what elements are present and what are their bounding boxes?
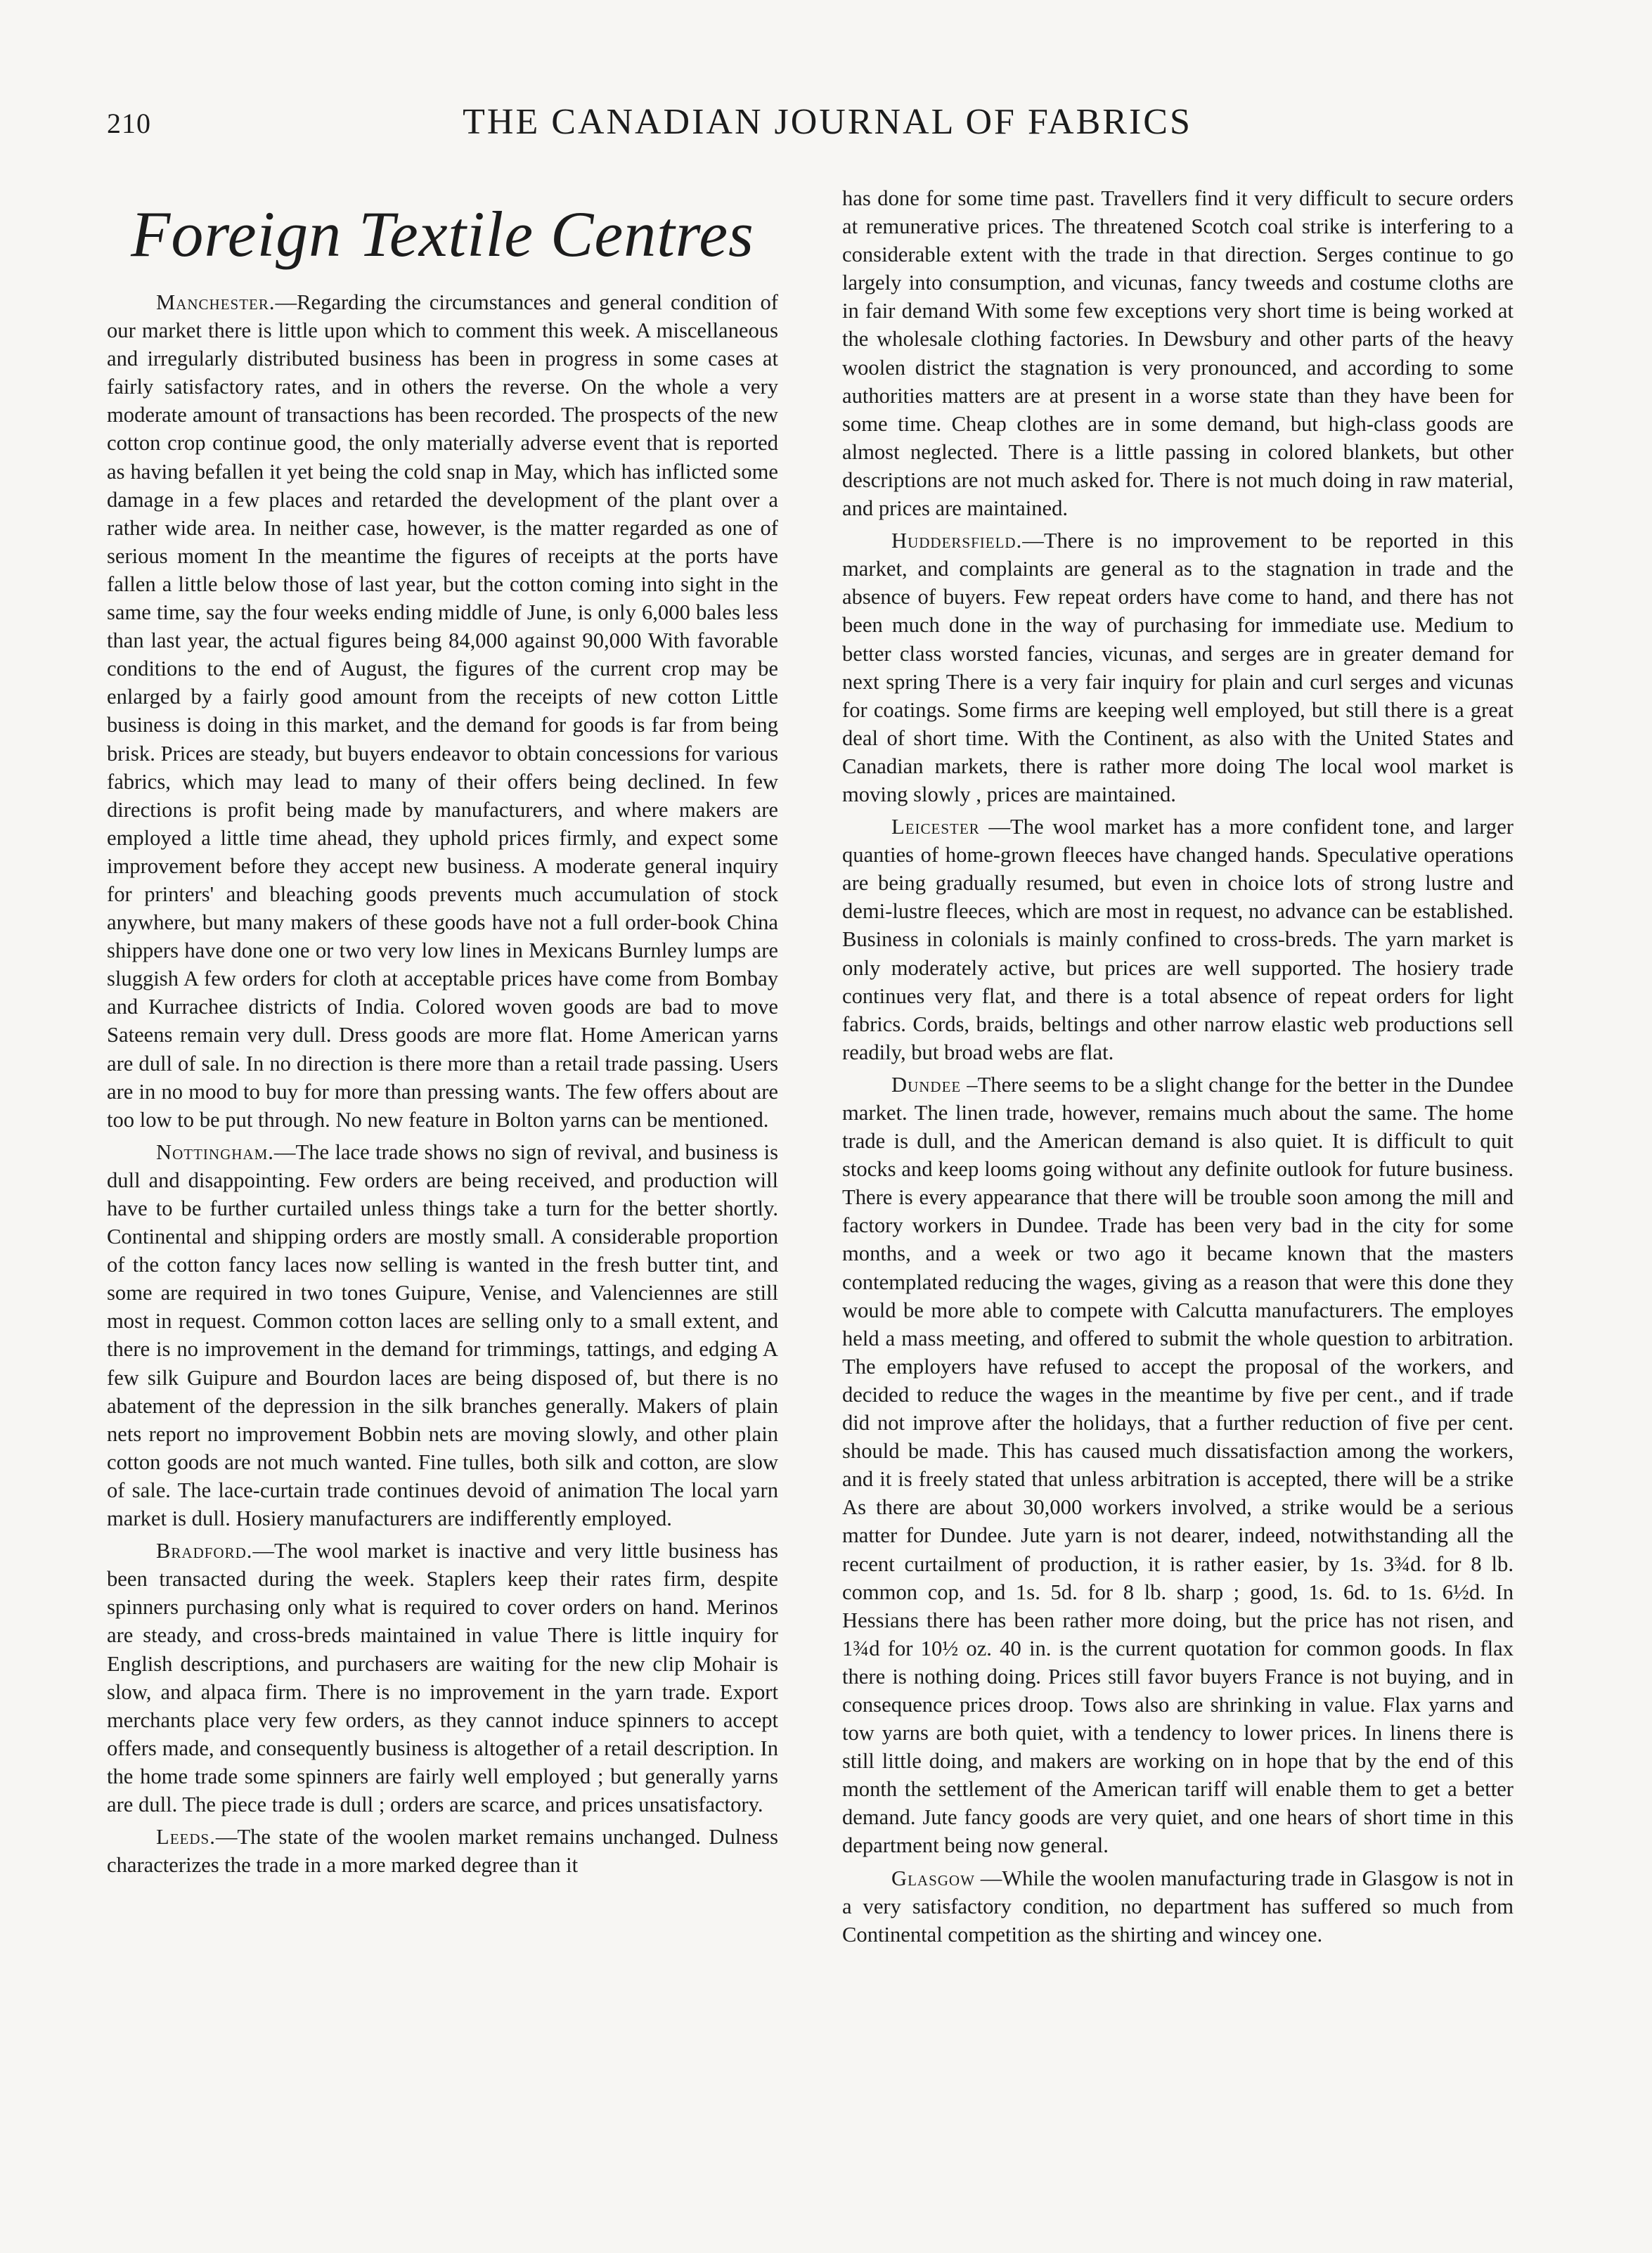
article-huddersfield [842,527,1514,808]
article-dundee [842,1071,1514,1860]
article-text: —Regarding the circumstances and general condition of our market there is little upon which to comment this week. A miscellaneous and irregularly distributed business has been in progress in some cases at fairly satisfactory rates, and in others the reverse. On the whole a very moderate amount of transactions has been recorded. The prospects of the new cotton crop continue good, the only materially adverse event that is reported as having befallen it yet being the cold snap in May, which has inflicted some damage in a few places and retarded the development of the plant over a rather wide area. In neither case, however, is the matter regarded as one of serious moment In the meantime the figures of receipts at the ports have fallen a little below those of last year, but the cotton coming into sight in the same time, say the four weeks ending middle of June, is only 6,000 bales less than last year, the actual figures being 84,000 against 90,000 With favorable conditions to the end of August, the figures of the current crop may be enlarged by a fairly good amount from the receipts of new cotton Little business is doing in this market, and the demand for goods is far from being brisk. Prices are steady, but buyers endeavor to obtain concessions for various fabrics, which may lead to many of their offers being declined. In few directions is profit being made by manufacturers, and where makers are employed a little time ahead, they uphold prices firmly, and expect some improvement before they accept new business. A moderate general inquiry for printers' and bleaching goods prevents much accumulation of stock anywhere, but many makers of these goods have not a full order-book China shippers have done one or two very low lines in Mexicans Burnley lumps are sluggish A few orders for cloth at acceptable prices have come from Bombay and Kurrachee districts of India. Colored woven goods are bad to move Sateens remain very dull. Dress goods are more flat. Home American yarns are dull of sale. In no direction is there more than a retail trade passing. Users are in no mood to buy for more than pressing wants. The few offers about are too low to be put through. No new feature in Bolton yarns can be mentioned. [107,290,778,1132]
article-place: Glasgow [891,1866,975,1890]
right-column [842,184,1514,1953]
journal-title: THE CANADIAN JOURNAL OF FABRICS [463,102,1192,142]
article-text: —The state of the woolen market remains unchanged. Dulness characterizes the trade in a more marked degree than it [107,1825,778,1878]
article-place: Leicester [891,815,980,839]
page-number: 210 [107,108,151,139]
article-glasgow [842,1864,1514,1949]
article-place: Manchester. [156,290,276,314]
article-nottingham [107,1138,778,1532]
article-place: Dundee [891,1072,962,1097]
article-text: —While the woolen manufacturing trade in Glasgow is not in a very satisfactory condition, no department has suffered so much from Continental competition as the shirting and wincey one. [842,1866,1514,1947]
page-header [107,98,1548,155]
article-text: —There is no improvement to be reported in this market, and complaints are general as to the stagnation in trade and the absence of buyers. Few repeat orders have come to hand, and there has not been much done in the way of purchasing for immediate use. Medium to better class worsted fancies, vicunas, and serges are in greater demand for next spring There is a very fair inquiry for plain and curl serges and vicunas for coatings. Some firms are keeping well employed, but still there is a great deal of short time. With the Continent, as also with the United States and Canadian markets, there is rather more doing The local wool market is moving slowly , prices are maintained. [842,529,1514,806]
article-place: Leeds. [156,1825,216,1849]
article-place: Bradford. [156,1539,253,1563]
article-text: —The lace trade shows no sign of revival, and business is dull and disappointing. Few orders are being received, and production will have to be further curtailed unless things take a turn for the better shortly. Continental and shipping orders are mostly small. A considerable proportion of the cotton fancy laces now selling is wanted in the fresh butter tint, and some are required in two tones Guipure, Venise, and Valenciennes are still most in request. Common cotton laces are selling only to a small extent, and there is no improvement in the demand for trimmings, tattings, and edging A few silk Guipure and Bourdon laces are being disposed of, but there is no abatement of the depression in the silk branches generally. Makers of plain nets report no improvement Bobbin nets are moving slowly, and other plain cotton goods are not much wanted. Fine tulles, both silk and cotton, are slow of sale. The lace-curtain trade continues devoid of animation The local yarn market is dull. Hosiery manufacturers are indifferently employed. [107,1140,778,1531]
article-leeds-continued: has done for some time past. Travellers find it very difficult to secure orders at remunerative prices. The threatened Scotch coal strike is interfering to a considerable extent with the trade in that direction. Serges continue to go largely into consumption, and vicunas, fancy tweeds and costume cloths are in fair demand With some few exceptions very short time is being worked at the wholesale clothing factories. In Dewsbury and other parts of the heavy woolen district the stagnation is very pronounced, and according to some authorities matters are at present in a worse state than they have been for some time. Cheap clothes are in some demand, but high-class goods are almost neglected. There is a little passing in colored blankets, but other descriptions are not much asked for. There is not much doing in raw material, and prices are maintained. [842,186,1514,521]
article-leeds [107,1823,778,1879]
article-text: —The wool market is inactive and very little business has been transacted during the week. Staplers keep their rates firm, despite spinners purchasing only what is required to cover orders on hand. Merinos are steady, and cross-breds maintained in value There is little inquiry for English descriptions, and purchasers are waiting for the new clip Mohair is slow, and alpaca firm. There is no improvement in the yarn trade. Export merchants place very few orders, as they cannot induce spinners to accept offers made, and consequently business is altogether of a retail description. In the home trade some spinners are fairly well employed ; but generally yarns are dull. The piece trade is dull ; orders are scarce, and prices unsatisfactory. [107,1539,778,1816]
left-column [107,176,778,1883]
article-text: –There seems to be a slight change for the better in the Dundee market. The linen trade, however, remains much about the same. The home trade is dull, and the American demand is also quiet. It is difficult to quit stocks and keep looms going without any definite outlook for future business. There is every appearance that there will be trouble soon among the mill and factory workers in Dundee. Trade has been very bad in the city for some months, and a week or two ago it became known that the masters contemplated reducing the wages, giving as a reason that were this done they would be more able to compete with Calcutta manufacturers. The employes held a mass meeting, and offered to submit the whole question to arbitration. The employers have refused to accept the proposal of the workers, and decided to reduce the wages in the meantime by five per cent., and if trade did not improve after the holidays, that a further reduction of five per cent. should be made. This has caused much dissatisfaction among the workers, and it is freely stated that unless arbitration is accepted, there will be a strike As there are about 30,000 workers involved, a strike would be a serious matter for Dundee. Jute yarn is not dearer, indeed, notwithstanding all the recent curtailment of production, it is rather easier, by 1s. 3¾d. for 8 lb. common cop, and 1s. 5d. for 8 lb. sharp ; good, 1s. 6d. to 1s. 6½d. In Hessians there has been rather more doing, but the price has not risen, and 1¾d for 10½ oz. 40 in. is the current quotation for common goods. In flax there is nothing doing. Prices still favor buyers France is not buying, and in consequence prices droop. Tows also are shrinking in value. Flax yarns and tow yarns are both quiet, with a tendency to lower prices. In linens there is still little doing, and makers are working on in hope that by the end of this month the settlement of the American tariff will enable them to get a better demand. Jute fancy goods are very quiet, and one hears of short time in this department being now general. [842,1072,1514,1858]
article-text: —The wool market has a more confident tone, and larger quanties of home-grown fleeces have changed hands. Speculative operations are being gradually resumed, but even in choice lots of strong lustre and demi-lustre fleeces, which are most in request, no advance can be established. Business in colonials is mainly confined to cross-breds. The yarn market is only moderately active, but prices are well supported. The hosiery trade continues very flat, and there is a total absence of repeat orders for light fabrics. Cords, braids, beltings and other narrow elastic web productions sell readily, but broad webs are flat. [842,815,1514,1064]
article-manchester [107,288,778,1134]
article-place: Huddersfield. [891,529,1023,553]
article-bradford [107,1537,778,1819]
section-title: Foreign Textile Centres [131,198,754,270]
article-place: Nottingham. [156,1140,274,1164]
article-leicester [842,813,1514,1066]
